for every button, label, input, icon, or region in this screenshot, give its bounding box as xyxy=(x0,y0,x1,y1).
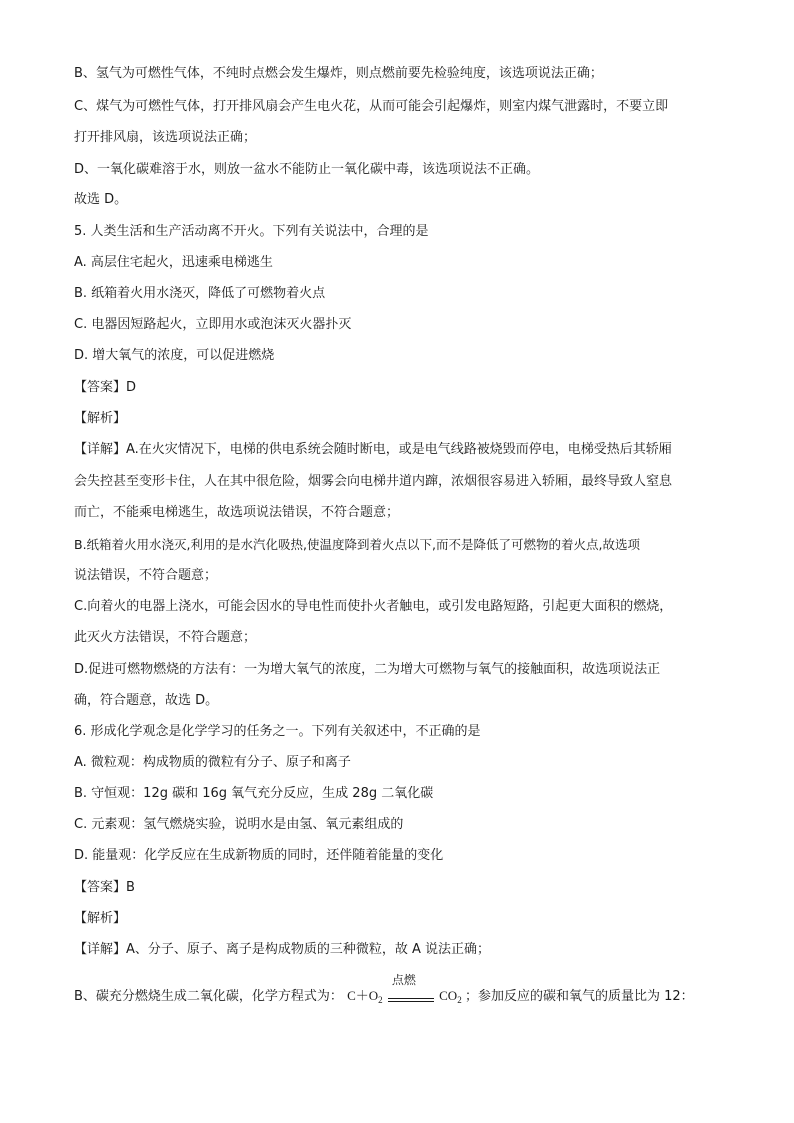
q5-detail-line5: 说法错误，不符合题意； xyxy=(74,568,218,583)
q5-detail-line9: 确，符合题意，故选 D。 xyxy=(74,693,219,708)
q6-detail-line2-suffix: ；参加反应的碳和氧气的质量比为 12： xyxy=(464,989,694,1004)
q5-option-c: C. 电器因短路起火，立即用水或泡沫灭火器扑灭 xyxy=(74,317,352,332)
q6-answer: 【答案】B xyxy=(74,880,135,895)
q6-option-d: D. 能量观：化学反应在生成新物质的同时，还伴随着能量的变化 xyxy=(74,848,444,863)
equation-arrow xyxy=(388,973,434,1007)
q5-stem: 5. 人类生活和生产活动离不开火。下列有关说法中，合理的是 xyxy=(74,224,429,239)
q6-option-a: A. 微粒观：构成物质的微粒有分子、原子和离子 xyxy=(74,755,351,770)
q5-analysis-heading: 【解析】 xyxy=(74,411,127,426)
equation-condition: 点燃 xyxy=(391,973,416,988)
equation-product-subscript: 2 xyxy=(457,995,462,1005)
q6-analysis-heading: 【解析】 xyxy=(74,911,127,926)
q6-detail-line2-prefix: B、碳充分燃烧生成二氧化碳，化学方程式为： xyxy=(74,989,343,1004)
q6-option-b: B. 守恒观：12g 碳和 16g 氧气充分反应，生成 28g 二氧化碳 xyxy=(74,786,434,801)
q5-answer: 【答案】D xyxy=(74,380,137,395)
q5-detail-line8: D.促进可燃物燃烧的方法有：一为增大氧气的浓度，二为增大可燃物与氧气的接触面积，故选项说法正 xyxy=(74,662,661,677)
q5-detail-line6: C.向着火的电器上浇水，可能会因水的导电性而使扑火者触电，或引发电路短路，引起更大面积的燃烧， xyxy=(74,599,673,614)
q5-option-b: B. 纸箱着火用水浇灭，降低了可燃物着火点 xyxy=(74,286,326,301)
q5-detail-line2: 会失控甚至变形卡住，人在其中很危险，烟雾会向电梯井道内蹿，浓烟很容易进入轿厢，最终导致人窒息 xyxy=(74,474,673,489)
q4-option-b-explanation: B、氢气为可燃性气体，不纯时点燃会发生爆炸，则点燃前要先检验纯度，该选项说法正确； xyxy=(74,66,603,81)
q5-detail-line3: 而亡，不能乘电梯逃生，故选项说法错误，不符合题意； xyxy=(74,505,400,520)
q5-option-a: A. 高层住宅起火，迅速乘电梯逃生 xyxy=(74,255,273,270)
q5-detail-line4: B.纸箱着火用水浇灭,利用的是水汽化吸热,使温度降到着火点以下,而不是降低了可燃物的着火点,故选项 xyxy=(74,537,640,552)
equation-reactants: C＋O xyxy=(347,988,379,1003)
chemical-equation xyxy=(347,973,465,1005)
q4-option-d-explanation: D、一氧化碳难溶于水，则放一盆水不能防止一氧化碳中毒，该选项说法不正确。 xyxy=(74,162,540,177)
q4-option-c-explanation-line2: 打开排风扇，该选项说法正确； xyxy=(74,130,257,145)
q6-option-c: C. 元素观：氢气燃烧实验，说明水是由氢、氧元素组成的 xyxy=(74,817,404,832)
equation-bar-top xyxy=(388,998,434,999)
q4-option-c-explanation-line1: C、煤气为可燃性气体，打开排风扇会产生电火花，从而可能会引起爆炸，则室内煤气泄露时，不要立即 xyxy=(74,99,669,114)
equation-product: CO xyxy=(439,988,458,1003)
q6-detail-line1: 【详解】A、分子、原子、离子是构成物质的三种微粒，故 A 说法正确； xyxy=(74,942,491,957)
q4-conclusion: 故选 D。 xyxy=(74,192,128,207)
equation-reactant-subscript: 2 xyxy=(378,995,383,1005)
q5-option-d: D. 增大氧气的浓度，可以促进燃烧 xyxy=(74,348,275,363)
equation-bar-bottom xyxy=(388,1001,434,1002)
q6-stem: 6. 形成化学观念是化学学习的任务之一。下列有关叙述中，不正确的是 xyxy=(74,724,481,739)
q5-detail-line1: 【详解】A.在火灾情况下，电梯的供电系统会随时断电，或是电气线路被烧毁而停电，电梯受热后其轿厢 xyxy=(74,442,672,457)
q5-detail-line7: 此灭火方法错误，不符合题意； xyxy=(74,630,257,645)
q6-detail-line2 xyxy=(74,973,694,1007)
